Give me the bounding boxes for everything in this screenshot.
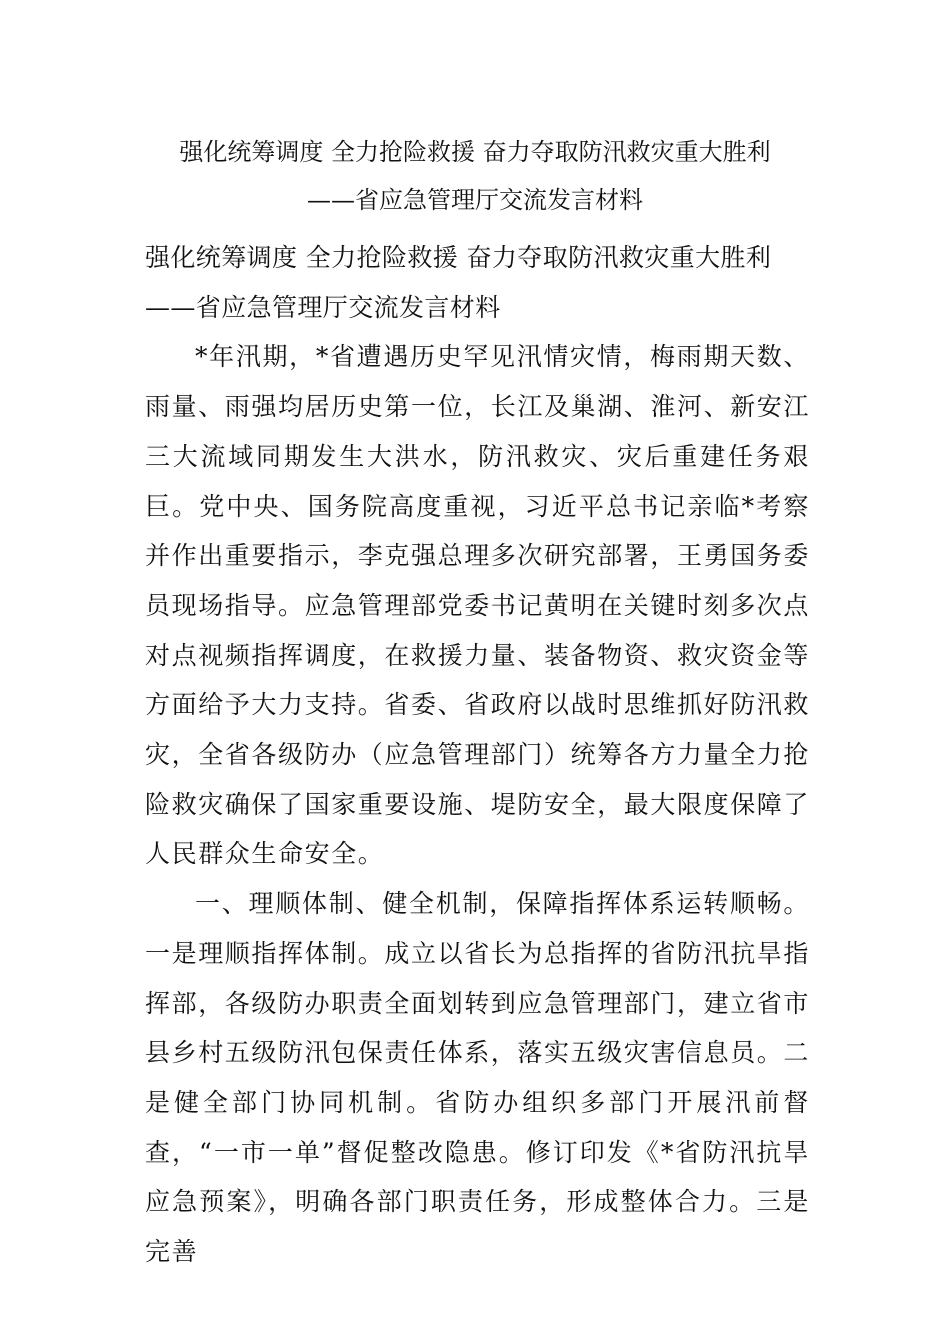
paragraph-section-one: 一、理顺体制、健全机制，保障指挥体系运转顺畅。一是理顺指挥体制。成立以省长为总指挥的省防汛抗旱指挥部，各级防办职责全面划转到应急管理部门，建立省市县乡村五级防汛包保责任体系，落实五级灾害信息员。二是健全部门协同机制。省防办组织多部门开展汛前督查，“一市一单”督促整改隐患。修订印发《*省防汛抗旱应急预案》，明确各部门职责任务，形成整体合力。三是完善: [145, 889, 811, 1267]
paragraph-intro: *年汛期，*省遭遇历史罕见汛情灾情，梅雨期天数、雨量、雨强均居历史第一位，长江及巢湖、淮河、新安江三大流域同期发生大洪水，防汛救灾、灾后重建任务艰巨。党中央、国务院高度重视，习近平总书记亲临*考察并作出重要指示，李克强总理多次研究部署，王勇国务委员现场指导。应急管理部党委书记黄明在关键时刻多次点对点视频指挥调度，在救援力量、装备物资、救灾资金等方面给予大力支持。省委、省政府以战时思维抓好防汛救灾，全省各级防办（应急管理部门）统筹各方力量全力抢险救灾确保了国家重要设施、堤防安全，最大限度保障了人民群众生命安全。: [145, 342, 811, 869]
document-body: [145, 233, 810, 1277]
repeated-subtitle: ——省应急管理厅交流发言材料: [145, 292, 501, 322]
repeated-title: 强化统筹调度 全力抢险救援 奋力夺取防汛救灾重大胜利: [145, 243, 772, 272]
document-subtitle: ——省应急管理厅交流发言材料: [307, 186, 643, 214]
document-title: 强化统筹调度 全力抢险救援 奋力夺取防汛救灾重大胜利: [179, 138, 771, 166]
